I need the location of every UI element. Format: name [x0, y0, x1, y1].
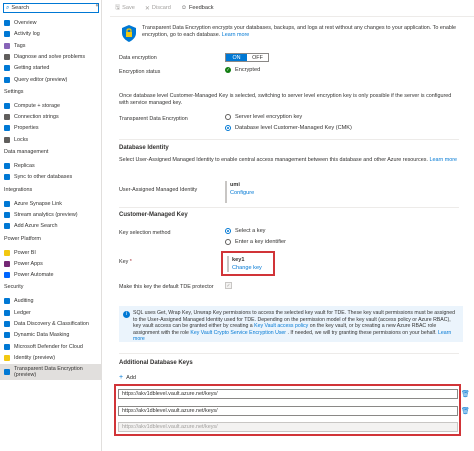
identity-icon [4, 355, 10, 361]
save-label: Save [122, 5, 135, 11]
discard-label: Discard [151, 5, 171, 11]
sidebar-item[interactable] [4, 75, 100, 85]
power-automate-icon [4, 272, 10, 278]
synapse-icon [4, 201, 10, 207]
key-method-enter[interactable] [225, 239, 286, 245]
additional-key-input-empty[interactable]: https://akv1dblevel.vault.azure.net/keys/ [118, 422, 458, 432]
toggle-off[interactable]: OFF [247, 54, 268, 61]
info-icon: i [123, 311, 130, 318]
lock-icon [4, 137, 10, 143]
power-bi-icon [4, 250, 10, 256]
add-key-button[interactable] [119, 374, 136, 381]
configure-link[interactable]: Configure [230, 190, 255, 196]
info-box [119, 306, 463, 342]
sidebar-search-input[interactable] [11, 5, 81, 11]
encryption-status-value: Encrypted [235, 67, 261, 73]
info-learn-more-link[interactable]: Learn more [133, 329, 452, 343]
sidebar-item-label: Data Discovery & Classification [14, 321, 89, 327]
sidebar-item-label: Replicas [14, 163, 35, 169]
sidebar-item-label: Power Automate [14, 272, 54, 279]
sidebar-item[interactable] [4, 123, 100, 133]
stream-icon [4, 212, 10, 218]
check-circle-icon: ✓ [226, 67, 230, 72]
power-apps-icon [4, 261, 10, 267]
additional-keys-title: Additional Database Keys [119, 360, 193, 366]
save-button[interactable] [115, 3, 135, 13]
key-label-text: Key [119, 259, 129, 265]
tde-option-database-label: Database level Customer-Managed Key (CMK) [235, 125, 352, 131]
umi-value: umi [230, 182, 240, 188]
defender-icon [4, 344, 10, 350]
azure-search-icon [4, 223, 10, 229]
key-vault-access-policy-link[interactable]: Key Vault access policy [254, 323, 309, 330]
umi-value-box [225, 181, 254, 203]
rocket-icon [4, 65, 10, 71]
sidebar-item[interactable] [4, 308, 100, 318]
sidebar-item-label: Tags [14, 42, 26, 49]
sidebar-item[interactable] [4, 319, 100, 329]
sidebar-item[interactable] [4, 330, 100, 340]
sidebar-item[interactable] [4, 248, 100, 258]
identity-title: Database Identity [119, 145, 169, 151]
sidebar-item-label: Query editor (preview) [14, 76, 68, 83]
sidebar-item-label: Sync to other databases [14, 174, 73, 181]
tde-option-server[interactable] [225, 114, 302, 120]
sidebar-item[interactable] [4, 221, 100, 231]
discard-button[interactable] [145, 5, 171, 12]
sidebar-item-label: Dynamic Data Masking [14, 332, 70, 339]
default-tde-checkbox[interactable]: ✓ [226, 282, 231, 289]
toggle-on[interactable]: ON [226, 54, 247, 61]
sidebar-item-label: Overview [14, 20, 37, 26]
sidebar-item[interactable] [4, 259, 100, 269]
tag-icon [4, 43, 10, 49]
intro-body: Transparent Data Encryption encrypts your databases, backups, and logs at rest without any changes to your application. To enable encryption, go to each database. [142, 25, 457, 38]
sidebar-item-label: Locks [14, 136, 29, 143]
sidebar-item[interactable] [4, 172, 100, 182]
sidebar-item-label: Stream analytics (preview) [14, 211, 78, 218]
sidebar-item[interactable] [0, 364, 102, 380]
key-value-box [227, 256, 262, 272]
delete-icon[interactable]: 🗑 [461, 391, 470, 398]
overview-icon [4, 20, 10, 26]
key-method-select[interactable] [225, 228, 265, 234]
tde-option-database[interactable] [225, 125, 352, 131]
connection-icon [4, 114, 10, 120]
sidebar-item[interactable] [4, 161, 100, 171]
data-encryption-toggle[interactable] [225, 53, 269, 62]
sidebar-item[interactable] [4, 342, 100, 352]
sidebar-section-header: Data management [4, 149, 49, 155]
save-icon: 🖫 [115, 5, 121, 11]
sidebar-item-label: Ledger [14, 309, 31, 316]
sidebar-item-label: Getting started [14, 65, 50, 72]
tde-label: Transparent Data Encryption [119, 116, 188, 122]
sidebar-item[interactable] [4, 101, 100, 111]
sidebar-item-label: Identity (preview) [14, 354, 56, 361]
divider [119, 207, 459, 208]
sidebar-item-label: Auditing [14, 298, 34, 305]
encryption-status-label: Encryption status [119, 69, 161, 75]
activity-log-icon [4, 31, 10, 37]
data-encryption-label: Data encryption [119, 55, 157, 61]
sidebar-item-label: Power BI [14, 249, 36, 256]
sidebar-item[interactable] [4, 18, 100, 28]
divider [119, 139, 459, 140]
info-text: SQL uses Get, Wrap Key, Unwrap Key permissions to access the selected key vault for TDE. These key vault permissions must be assigned to the User-Assigned Managed Identity used for TDE. Depending on the permission model of the key vault (access policy or Azure RBAC), key vault access can be granted either by creating a [133, 310, 456, 330]
sidebar-item[interactable] [4, 41, 100, 51]
crypto-user-role-link[interactable]: Key Vault Crypto Service Encryption User [190, 329, 287, 336]
change-key-link[interactable]: Change key [232, 265, 262, 271]
radio-icon[interactable] [225, 114, 231, 120]
cmk-note: Once database level Customer-Managed Key is selected, switching to server level encryption key is only possible if the server is configured with service managed key. [119, 93, 452, 106]
sidebar-item[interactable] [4, 112, 100, 122]
identity-desc [119, 157, 459, 164]
sidebar-item[interactable] [4, 270, 100, 280]
sync-icon [4, 174, 10, 180]
sidebar-section-header: Security [4, 284, 24, 291]
key-method-enter-label: Enter a key identifier [235, 239, 286, 245]
toolbar-divider [110, 16, 474, 17]
sidebar-item-label: Compute + storage [14, 102, 60, 109]
additional-key-input[interactable]: https://akv1dblevel.vault.azure.net/keys/ [118, 406, 458, 416]
radio-icon[interactable] [225, 239, 231, 245]
key-value: key1 [232, 257, 245, 263]
sidebar-item[interactable] [4, 199, 100, 209]
key-label [119, 259, 132, 265]
masking-icon [4, 332, 10, 338]
default-tde-label: Make this key the default TDE protector [119, 284, 214, 290]
replicas-icon [4, 163, 10, 169]
feedback-label: Feedback [189, 5, 214, 11]
data-discovery-icon [4, 321, 10, 327]
sidebar-item[interactable] [4, 63, 100, 73]
encryption-status [225, 67, 260, 73]
sidebar-item[interactable] [4, 296, 100, 306]
sidebar-item-label: Connection strings [14, 114, 59, 121]
radio-checked-icon[interactable] [225, 125, 231, 131]
sidebar-search-box[interactable] [3, 3, 99, 13]
feedback-icon: ☺ [180, 5, 188, 11]
query-icon [4, 77, 10, 83]
toolbar [115, 3, 214, 13]
identity-learn-more-link[interactable]: Learn more [429, 157, 458, 163]
required-marker: * [129, 259, 132, 265]
sidebar-item-label: Add Azure Search [14, 223, 58, 230]
sidebar-item[interactable] [4, 210, 100, 220]
additional-key-input[interactable]: https://akv1dblevel.vault.azure.net/keys/ [118, 389, 458, 399]
discard-icon: ✕ [144, 5, 150, 12]
feedback-button[interactable] [181, 5, 214, 11]
delete-icon[interactable]: 🗑 [461, 408, 470, 415]
sidebar [0, 0, 102, 451]
ledger-icon [4, 310, 10, 316]
sidebar-section-header: Power Platform [4, 235, 41, 242]
compute-icon [4, 103, 10, 109]
sidebar-item-label: Activity log [14, 31, 40, 38]
sidebar-item-label: Azure Synapse Link [14, 200, 62, 207]
identity-desc-text: Select User-Assigned Managed Identity to enable central access management between this database and other Azure resources. [119, 157, 428, 163]
sidebar-item-label: Diagnose and solve problems [14, 53, 86, 60]
sidebar-item-label: Microsoft Defender for Cloud [14, 343, 83, 350]
info-text-2: on the key vault, or by creating a new Azure RBAC role assignment with the role [133, 323, 437, 336]
wrench-icon [4, 54, 10, 60]
add-key-label: Add [126, 374, 137, 381]
sidebar-item[interactable] [4, 52, 100, 62]
sidebar-item-label: Transparent Data Encryption (preview) [14, 366, 83, 379]
sidebar-item-label: Properties [14, 125, 39, 132]
auditing-icon [4, 298, 10, 304]
tde-option-server-label: Server level encryption key [235, 114, 303, 120]
sidebar-item-label: Power Apps [14, 260, 43, 267]
key-selection-label: Key selection method [119, 230, 171, 236]
key-method-select-label: Select a key [235, 228, 266, 234]
info-text-3: . If needed, we will try granting these permissions on your behalf. [287, 329, 437, 336]
radio-checked-icon[interactable] [225, 228, 231, 234]
properties-icon [4, 125, 10, 131]
intro-text [142, 25, 462, 39]
sidebar-item[interactable] [4, 135, 100, 145]
tde-icon [4, 369, 10, 375]
plus-icon: + [119, 374, 124, 381]
sidebar-section-header: Settings [4, 88, 24, 95]
intro-learn-more-link[interactable]: Learn more [221, 32, 250, 38]
search-icon: ⌕ [6, 4, 10, 11]
collapse-icon[interactable]: « [95, 3, 99, 9]
sidebar-item[interactable] [4, 353, 100, 363]
sidebar-section-header: Integrations [4, 186, 33, 193]
shield-lock-icon [122, 25, 136, 42]
divider [119, 353, 459, 354]
umi-label: User-Assigned Managed Identity [119, 187, 198, 193]
cmk-title: Customer-Managed Key [119, 212, 188, 218]
sidebar-item[interactable] [4, 29, 100, 39]
